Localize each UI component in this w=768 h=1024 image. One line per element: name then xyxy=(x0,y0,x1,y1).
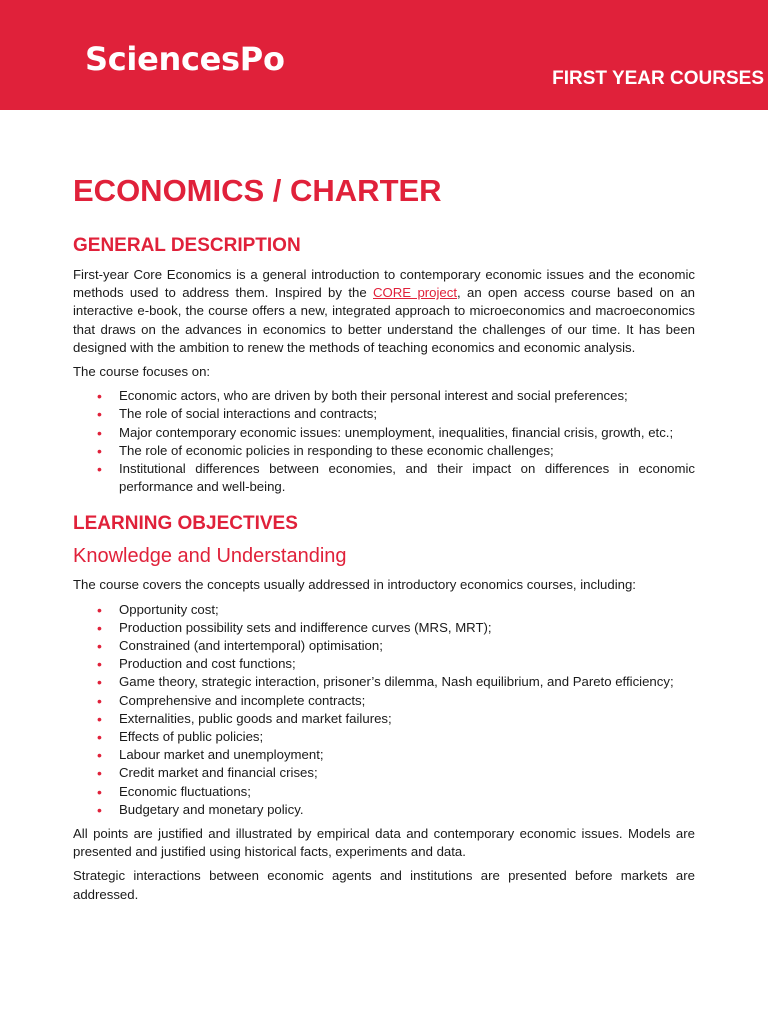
header-banner xyxy=(0,0,768,110)
empirical-paragraph: All points are justified and illustrated by empirical data and contemporary economic issues. Models are presented and justified using historical facts, experiments and data. xyxy=(73,826,695,860)
list-item: • Production and cost functions; xyxy=(73,655,695,673)
list-item: • The role of social interactions and contracts; xyxy=(73,405,695,423)
core-project-link[interactable]: CORE project xyxy=(373,285,458,301)
list-item: • Externalities, public goods and market failures; xyxy=(73,710,695,728)
objectives-intro: The course covers the concepts usually addressed in introductory economics courses, including: xyxy=(73,577,636,593)
list-item: • Effects of public policies; xyxy=(73,728,695,746)
list-item: • Institutional differences between economies, and their impact on differences in economic performance and well-being. xyxy=(73,460,695,496)
list-item: • Game theory, strategic interaction, prisoner’s dilemma, Nash equilibrium, and Pareto efficiency; xyxy=(73,673,695,691)
list-item: • Production possibility sets and indifference curves (MRS, MRT); xyxy=(73,619,695,637)
list-item: • Constrained (and intertemporal) optimisation; xyxy=(73,637,695,655)
list-item: • The role of economic policies in responding to these economic challenges; xyxy=(73,442,695,460)
focus-list xyxy=(73,387,695,496)
learning-objectives-heading: LEARNING OBJECTIVES xyxy=(73,513,298,535)
general-description-paragraph xyxy=(73,266,695,357)
list-item: • Credit market and financial crises; xyxy=(73,764,695,782)
list-item: • Labour market and unemployment; xyxy=(73,746,695,764)
paragraph-text-start: First-year Core Economics is a general introduction to contemporary economic issues and the economic methods used to address them. Inspired by the xyxy=(73,267,695,301)
page-title: ECONOMICS / CHARTER xyxy=(73,173,442,208)
paragraph-text-end: , an open access course based on an interactive e-book, the course offers a new, integrated approach to microeconomics and macroeconomics that draws on the advances in economics to better understand the challenges of our time. It has been designed with the ambition to renew the methods of teaching economics and economic analysis. xyxy=(73,285,695,355)
focus-intro: The course focuses on: xyxy=(73,364,211,380)
list-item: • Economic fluctuations; xyxy=(73,783,695,801)
document-body xyxy=(73,170,695,910)
list-item: • Major contemporary economic issues: unemployment, inequalities, financial crisis, growth, etc.; xyxy=(73,424,695,442)
knowledge-understanding-heading: Knowledge and Understanding xyxy=(73,545,347,568)
concepts-list xyxy=(73,601,695,819)
list-item: • Opportunity cost; xyxy=(73,601,695,619)
strategic-paragraph: Strategic interactions between economic agents and institutions are presented before markets are addressed. xyxy=(73,868,695,902)
list-item: • Economic actors, who are driven by both their personal interest and social preferences; xyxy=(73,387,695,405)
header-section-label: FIRST YEAR COURSES xyxy=(552,68,764,89)
sciencespo-logo[interactable]: SciencesPo xyxy=(85,40,285,78)
list-item: • Comprehensive and incomplete contracts; xyxy=(73,692,695,710)
general-description-heading: GENERAL DESCRIPTION xyxy=(73,235,301,256)
list-item: • Budgetary and monetary policy. xyxy=(73,801,695,819)
